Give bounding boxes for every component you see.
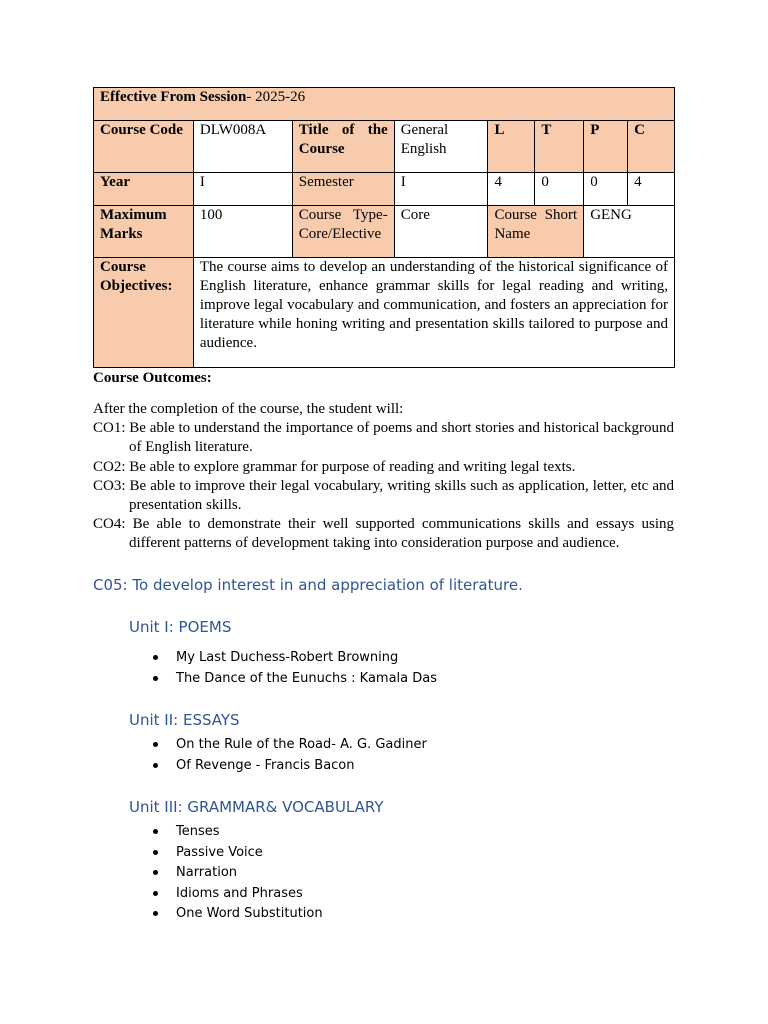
list-item: Passive Voice <box>151 843 323 864</box>
t-label: T <box>535 121 584 173</box>
list-item: Tenses <box>151 822 323 843</box>
l-label: L <box>488 121 535 173</box>
course-code-value: DLW008A <box>193 121 292 173</box>
course-code-label: Course Code <box>94 121 194 173</box>
list-item: Of Revenge - Francis Bacon <box>151 756 427 777</box>
list-item: One Word Substitution <box>151 904 323 925</box>
semester-label: Semester <box>292 173 394 206</box>
p-label: P <box>584 121 628 173</box>
outcome-c05: C05: To develop interest in and appreciation of literature. <box>93 576 523 594</box>
unit-2-title: Unit II: ESSAYS <box>129 711 240 729</box>
course-type-label: Course Type-Core/Elective <box>292 206 394 258</box>
c-value: 4 <box>628 173 675 206</box>
outcome-co3: CO3: Be able to improve their legal vocabulary, writing skills such as application, letter, etc and presentation skills. <box>93 477 674 514</box>
c-label: C <box>628 121 675 173</box>
unit-1-list <box>151 648 437 689</box>
short-name-value: GENG <box>584 206 675 258</box>
unit-1-title: Unit I: POEMS <box>129 618 232 636</box>
unit-2-list <box>151 735 427 776</box>
list-item: My Last Duchess-Robert Browning <box>151 648 437 669</box>
p-value: 0 <box>584 173 628 206</box>
semester-value: I <box>394 173 488 206</box>
course-details-table <box>93 87 675 368</box>
course-type-value: Core <box>394 206 488 258</box>
outcomes-intro: After the completion of the course, the student will: <box>93 401 404 417</box>
max-marks-label: Maximum Marks <box>94 206 194 258</box>
course-outcomes-list <box>93 400 674 554</box>
unit-3-list <box>151 822 323 925</box>
objectives-label: Course Objectives: <box>94 258 194 368</box>
list-item: Idioms and Phrases <box>151 884 323 905</box>
outcome-co4: CO4: Be able to demonstrate their well supported communications skills and essays using different patterns of development taking into consideration purpose and audience. <box>93 516 674 552</box>
title-label: Title of the Course <box>292 121 394 173</box>
year-label: Year <box>94 173 194 206</box>
list-item: The Dance of the Eunuchs : Kamala Das <box>151 669 437 690</box>
l-value: 4 <box>488 173 535 206</box>
session-value: - 2025-26 <box>246 89 306 105</box>
year-value: I <box>193 173 292 206</box>
title-value: General English <box>394 121 488 173</box>
list-item: On the Rule of the Road- A. G. Gadiner <box>151 735 427 756</box>
list-item: Narration <box>151 863 323 884</box>
course-outcomes-heading: Course Outcomes: <box>93 370 212 386</box>
session-cell <box>94 88 675 121</box>
t-value: 0 <box>535 173 584 206</box>
outcome-co2: CO2: Be able to explore grammar for purpose of reading and writing legal texts. <box>93 458 576 475</box>
session-label: Effective From Session <box>100 89 247 105</box>
objectives-value: The course aims to develop an understanding of the historical significance of English literature, enhance grammar skills for legal reading and writing, improve legal vocabulary and communication, and fosters an appreciation for literature while honing writing and presentation skills tailored to purpose and audience. <box>193 258 674 368</box>
short-name-label: Course Short Name <box>488 206 584 258</box>
unit-3-title: Unit III: GRAMMAR& VOCABULARY <box>129 798 384 816</box>
outcome-co1: CO1: Be able to understand the importance of poems and short stories and historical background of English literature. <box>93 420 674 456</box>
max-marks-value: 100 <box>193 206 292 258</box>
